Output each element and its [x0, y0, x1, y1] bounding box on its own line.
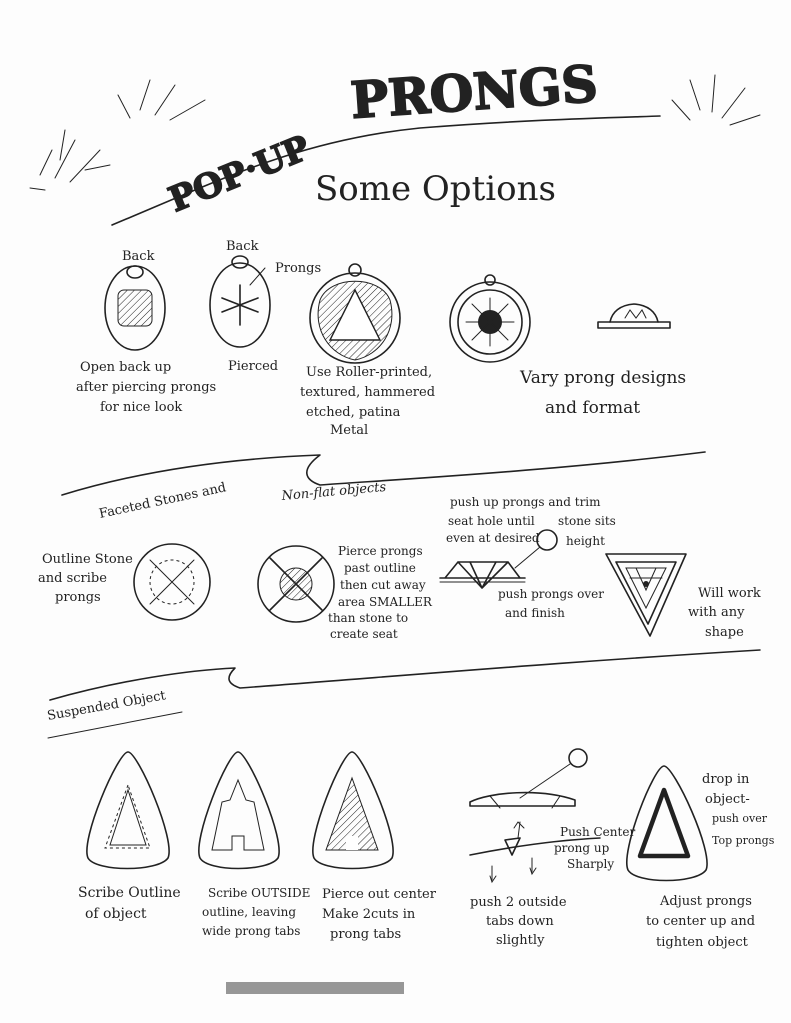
shield-setting [606, 554, 686, 636]
caption-line: Outline Stone [42, 552, 133, 567]
title-banner [112, 54, 660, 225]
caption-line: past outline [344, 561, 416, 575]
sparkle-left-icon [30, 80, 205, 190]
back-label-2: Back [226, 239, 259, 254]
caption-line: Metal [330, 423, 369, 438]
caption-line: for nice look [100, 400, 183, 415]
caption-line: prong tabs [330, 927, 402, 942]
caption-open-back [76, 360, 216, 415]
caption-line: Use Roller-printed, [306, 365, 433, 380]
caption-line: with any [688, 605, 745, 620]
drop-in-object-triangle [627, 766, 707, 881]
back-label-1: Back [122, 249, 155, 264]
caption-vary-prong [519, 368, 686, 418]
caption-line: slightly [496, 933, 545, 948]
caption-line: drop in [702, 772, 750, 787]
title-popup: POP·UP [163, 127, 316, 221]
caption-line: Sharply [567, 857, 615, 871]
back-oval-2 [210, 239, 321, 374]
caption-pierce-center [322, 887, 437, 942]
caption-line: Push Center [560, 825, 636, 839]
round-prong-pendant [450, 275, 530, 362]
caption-line: even at desired [446, 531, 540, 545]
caption-line: seat hole until [448, 514, 535, 528]
caption-line: tabs down [486, 914, 554, 929]
caption-line: and finish [505, 606, 565, 620]
caption-line: then cut away [340, 578, 426, 592]
caption-line: Pierce prongs [338, 544, 423, 558]
scribe-outline-triangle [87, 752, 169, 869]
caption-line: textured, hammered [300, 385, 436, 400]
textured-pendant [310, 264, 400, 363]
scan-artifact-bar [226, 982, 404, 994]
caption-outline-stone [38, 552, 133, 605]
prong-strip [598, 304, 670, 328]
faceted-heading-1: Faceted Stones and [97, 480, 228, 522]
scribe-outside-triangle [199, 752, 279, 869]
caption-line: push over [712, 812, 767, 825]
caption-line: after piercing prongs [76, 380, 217, 395]
caption-line: Scribe OUTSIDE [208, 886, 311, 900]
caption-line: prong up [554, 841, 610, 855]
subtitle: Some Options [315, 169, 556, 209]
pierce-prongs-disc [258, 546, 334, 622]
caption-line: stone sits [558, 514, 616, 528]
caption-line: prongs [55, 590, 101, 605]
caption-scribe-outline [78, 885, 181, 922]
outline-stone-disc [134, 544, 210, 620]
caption-line: of object [85, 906, 147, 922]
title-prongs: PRONGS [348, 53, 600, 130]
caption-line: and format [545, 398, 641, 418]
caption-line: Top prongs [712, 834, 775, 847]
pierce-center-triangle [313, 752, 393, 869]
caption-push-up [446, 495, 616, 548]
caption-push-outside [470, 895, 567, 948]
caption-push-over [498, 587, 604, 620]
caption-line: Pierce out center [322, 887, 436, 902]
caption-pierce-prongs [328, 544, 433, 641]
caption-line: Open back up [80, 360, 172, 375]
caption-line: to center up and [646, 914, 756, 929]
caption-line: push prongs over [498, 587, 604, 601]
caption-line: Vary prong designs [520, 368, 687, 388]
caption-line: area SMALLER [338, 595, 432, 609]
caption-line: shape [705, 625, 744, 640]
caption-roller-printed [300, 365, 435, 438]
caption-line: outline, leaving [202, 905, 297, 919]
caption-line: push up prongs and trim [450, 495, 601, 509]
caption-will-work [688, 586, 761, 640]
caption-line: than stone to [328, 611, 409, 625]
caption-line: Make 2cuts in [322, 907, 416, 922]
caption-line: create seat [330, 627, 398, 641]
caption-line: wide prong tabs [202, 924, 301, 938]
caption-line: etched, patina [306, 405, 401, 420]
suspended-heading: Suspended Object [46, 688, 167, 724]
sparkle-right-icon [672, 75, 760, 125]
caption-line: Will work [698, 586, 761, 601]
caption-push-center [554, 825, 635, 871]
caption-line: height [566, 534, 605, 548]
caption-line: object- [705, 792, 750, 807]
faceted-heading-2: Non-flat objects [281, 479, 387, 504]
caption-scribe-outside [202, 886, 310, 938]
caption-drop-in [702, 772, 775, 847]
pierced-label: Pierced [228, 359, 279, 374]
caption-line: push 2 outside [470, 895, 567, 910]
caption-line: Scribe Outline [78, 885, 181, 901]
caption-line: tighten object [656, 935, 748, 950]
prongs-label: Prongs [275, 261, 322, 276]
caption-line: and scribe [38, 571, 107, 586]
back-oval-1 [105, 249, 165, 350]
caption-adjust [646, 894, 755, 950]
caption-line: Adjust prongs [660, 894, 752, 909]
